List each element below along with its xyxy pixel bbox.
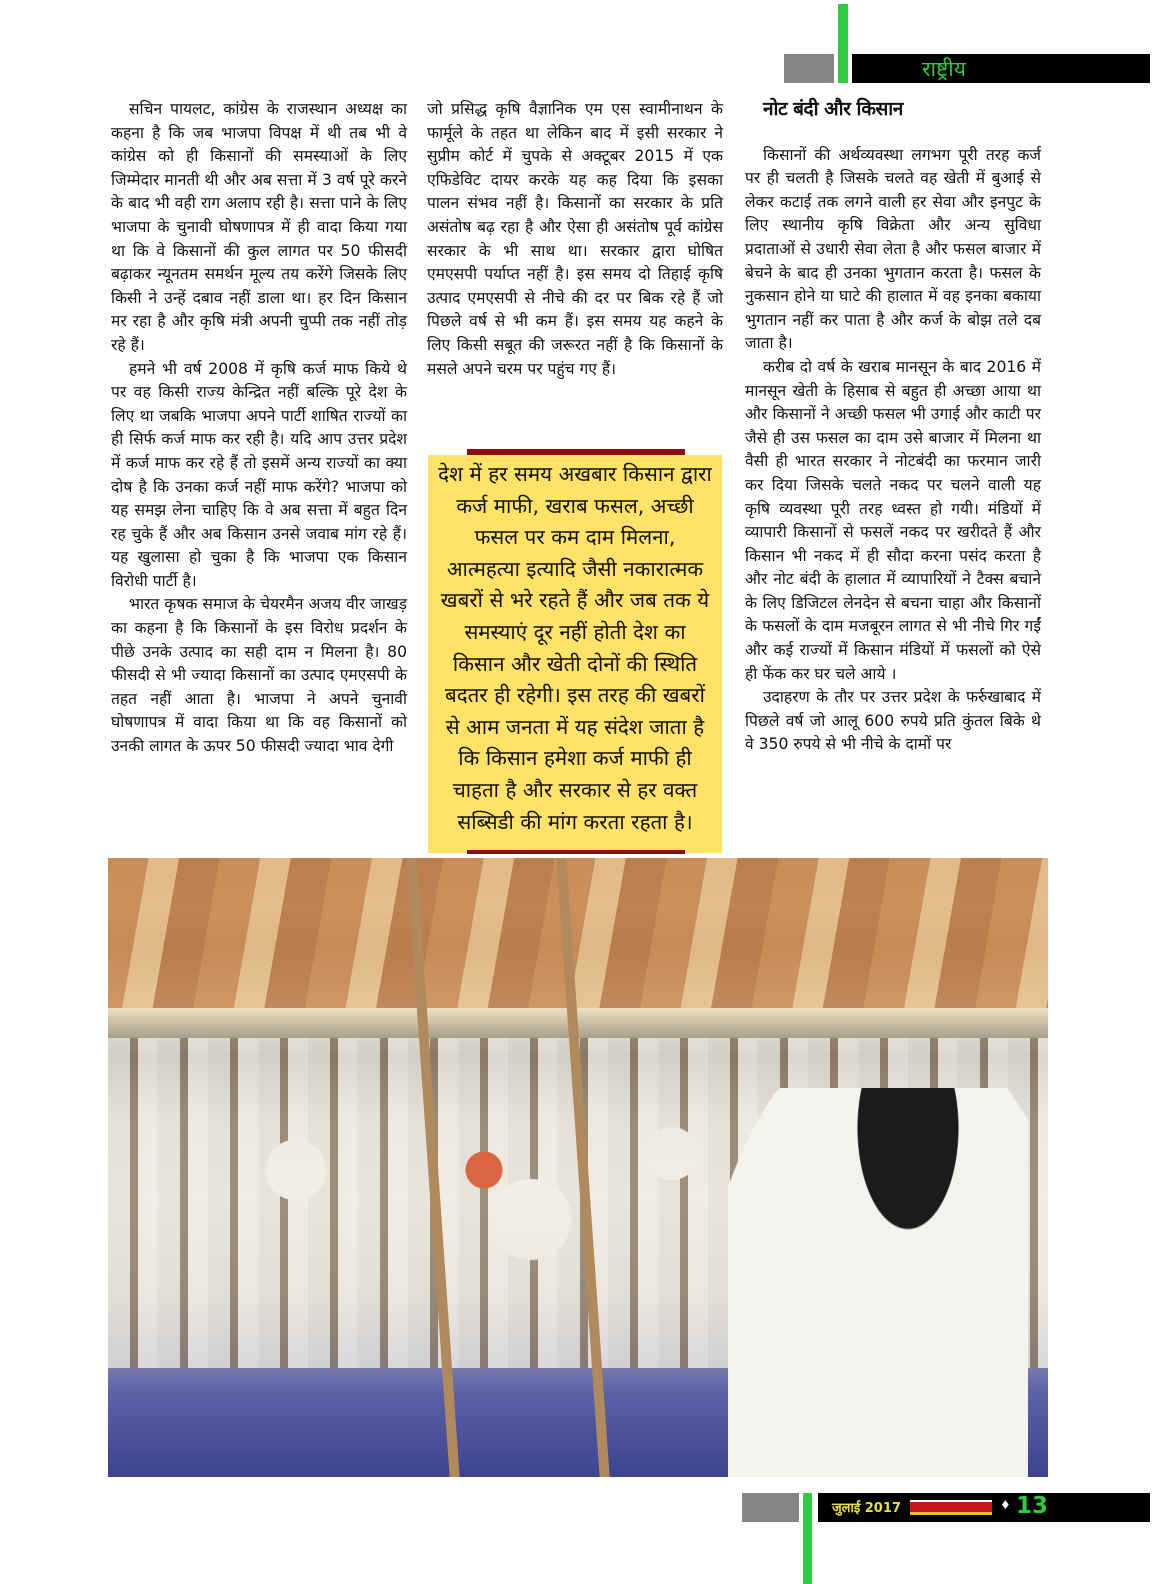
paragraph: सचिन पायलट, कांग्रेस के राजस्थान अध्यक्ष का कहना है कि जब भाजपा विपक्ष में थी तब भी वे कांग्रेस को ही किसानों की समस्याओं के लिए जिम्मेदार मानती थी और अब सत्ता में 3 वर्ष पूरे करने के बाद भी वही राग अलाप रही है। सत्ता पाने के लिए भाजपा के चुनावी घोषणापत्र में ही वादा किया गया था कि वे किसानों की कुल लागत पर 50 फीसदी बढ़ाकर न्यूनतम समर्थन मूल्य तय करेंगे जिसके लिए किसी ने उन्हें दबाव नहीं डाला था। हर दिन किसान मर रहा है और कृषि मंत्री अपनी चुप्पी तक नहीं तोड़ रहे हैं। bbox=[111, 100, 407, 354]
header-green-bar bbox=[838, 4, 848, 83]
paragraph: उदाहरण के तौर पर उत्तर प्रदेश के फर्रुखाबाद में पिछले वर्ष जो आलू 600 रुपये प्रति कुंतल बिके थे वे 350 रुपये से भी नीचे के दामों पर bbox=[745, 688, 1041, 754]
footer-gray-block bbox=[742, 1493, 799, 1522]
magazine-logo bbox=[910, 1500, 992, 1515]
paragraph: जो प्रसिद्ध कृषि वैज्ञानिक एम एस स्वामीनाथन के फार्मूले के तहत था लेकिन बाद में इसी सरकार ने सुप्रीम कोर्ट में चुपके से अक्टूबर 2015 में एक एफिडेविट दायर करके यह कह दिया कि इसका पालन संभव नहीं है। किसानों का सरकार के प्रति असंतोष बढ़ रहा है और ऐसा ही असंतोष पूर्व कांग्रेस सरकार के भी साथ था। सरकार द्वारा घोषित एमएसपी पर्याप्त नहीं है। इस समय दो तिहाई कृषि उत्पाद एमएसपी से नीचे की दर पर बिक रहे हैं जो पिछले वर्ष से भी कम हैं। इस समय यह कहने के लिए किसी सबूत की जरूरत नहीं है कि किसानों के मसले अपने चरम पर पहुंच गए हैं। bbox=[427, 100, 723, 378]
article-column-3 bbox=[745, 98, 1041, 757]
tent-canopy bbox=[108, 858, 1048, 1008]
paragraph: करीब दो वर्ष के खराब मानसून के बाद 2016 में मानसून खेती के हिसाब से बहुत ही अच्छा आया था और किसानों ने अच्छी फसल भी उगाई और काटी पर जैसे ही उस फसल का दाम उसे बाजार में मिलना था वैसी ही भारत सरकार ने नोटबंदी का फरमान जारी कर दिया जिसके चलते नकद पर चलने वाली यह कृषि व्यवस्था पूरी तरह ध्वस्त हो गयी। मंडियों में व्यापारी किसानों से फसलें नकद पर खरीदते हैं और किसान भी नकद में ही सौदा करना पसंद करता है और नोट बंदी के हालात में व्यापारियों ने टैक्स बचाने के लिए डिजिटल लेनदेन से बचना चाहा और किसानों के फसलों के दाम मजबूरन लागत से भी नीचे गिर गईं और कई राज्यों में किसान मंडियों में फसलों को ऐसे ही फेंक कर घर चले आये । bbox=[745, 357, 1041, 683]
section-title: राष्ट्रीय bbox=[922, 57, 966, 81]
subheading: नोट बंदी और किसान bbox=[763, 98, 903, 120]
pull-quote-text: देश में हर समय अखबार किसान द्वारा कर्ज माफी, खराब फसल, अच्छी फसल पर कम दाम मिलना, आत्महत्या इत्यादि जैसी नकारात्मक खबरों से भरे रहते हैं और जब तक ये समस्याएं दूर नहीं होती देश का किसान और खेती दोनों की स्थिति बदतर ही रहेगी। इस तरह की खबरों से आम जनता में यह संदेश जाता है कि किसान हमेशा कर्ज माफी ही चाहता है और सरकार से हर वक्त सब्सिडी की मांग करता रहता है। bbox=[438, 462, 712, 834]
speaker-figure bbox=[728, 1088, 1028, 1477]
paragraph: किसानों की अर्थव्यवस्था लगभग पूरी तरह कर्ज पर ही चलती है जिसके चलते वह खेती में बुआई से लेकर कटाई तक लगने वाली हर सेवा और इनपुट के लिए स्थानीय कृषि विक्रेता और अन्य सुविधा प्रदाताओं से उधारी सेवा लेता है और फसल बाजार में बेचने के बाद ही उनका भुगतान करता है। फसल के नुकसान होने या घाटे की हालात में वह इनका बकाया भुगतान नहीं कर पाता है और कर्ज के बोझ तले दब जाता है। bbox=[745, 145, 1041, 353]
callout-bottom-bar bbox=[467, 850, 685, 854]
pull-quote-box bbox=[428, 455, 722, 853]
farmers-protest-photo bbox=[108, 858, 1048, 1477]
issue-date: जुलाई 2017 bbox=[832, 1501, 901, 1516]
page-number: 13 bbox=[1016, 1493, 1049, 1519]
footer-bar bbox=[818, 1493, 1150, 1522]
section-header-bar bbox=[852, 54, 1150, 83]
paragraph: हमने भी वर्ष 2008 में कृषि कर्ज माफ किये थे पर वह किसी राज्य केन्द्रित नहीं बल्कि पूरे देश के लिए था जबकि भाजपा अपने पार्टी शाषित राज्यों का ही सिर्फ कर्ज माफ कर रही है। यदि आप उत्तर प्रदेश में कर्ज माफ कर रहे हैं तो इसमें अन्य राज्यों का क्या दोष है कि उनका कर्ज नहीं माफ करेंगे? भाजपा को यह समझ लेना चाहिए कि वे अब सत्ता में बहुत दिन रह चुके हैं और अब किसान उनसे जवाब मांग रहे हैं। यह खुलासा हो चुका है कि भाजपा एक किसान विरोधी पार्टी है। bbox=[111, 359, 407, 590]
footer-green-bar bbox=[803, 1493, 812, 1584]
header-gray-block bbox=[784, 54, 834, 83]
separator-diamond: ♦ bbox=[1000, 1498, 1011, 1512]
article-column-1 bbox=[111, 98, 407, 759]
paragraph: भारत कृषक समाज के चेयरमैन अजय वीर जाखड़ का कहना है कि किसानों के इस विरोध प्रदर्शन के पीछे उनके उत्पाद का सही दाम न मिलना है। 80 फीसदी से भी ज्यादा किसानों का उत्पाद एमएसपी के तहत नहीं आता है। भाजपा ने अपने चुनावी घोषणापत्र में वादा किया था कि वह किसानों को उनकी लागत के ऊपर 50 फीसदी ज्यादा भाव देगी bbox=[111, 595, 407, 756]
article-column-2 bbox=[427, 98, 723, 381]
